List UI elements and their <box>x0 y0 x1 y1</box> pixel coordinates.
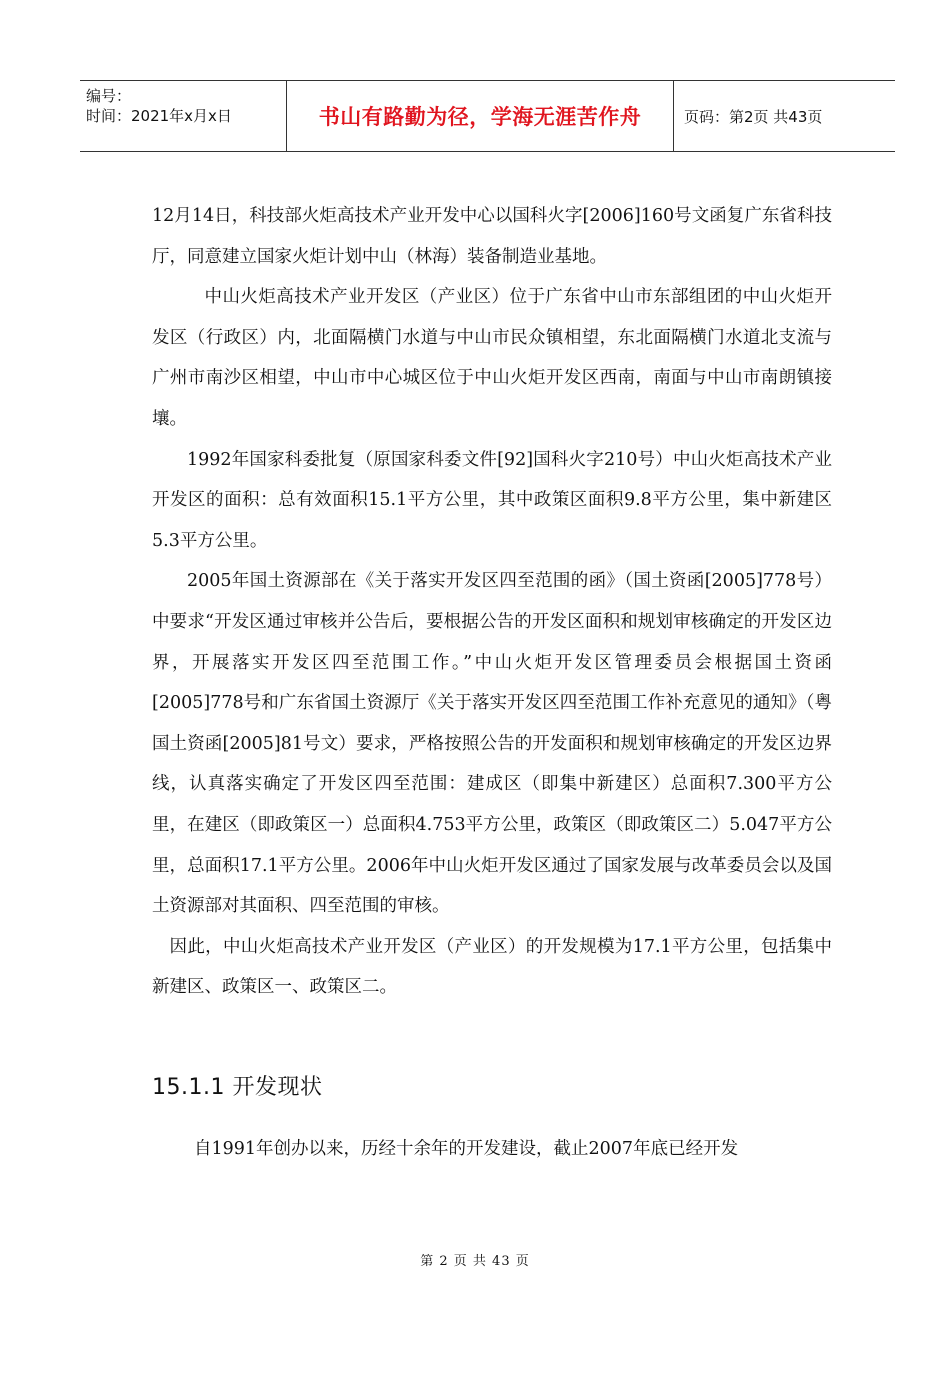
header-page-info: 页码：第2页 共43页 <box>684 107 823 126</box>
document-body <box>152 196 832 1008</box>
paragraph-2: 中山火炬高技术产业开发区（产业区）位于广东省中山市东部组团的中山火炬开发区（行政区）内，北面隔横门水道与中山市民众镇相望，东北面隔横门水道北支流与广州市南沙区相望，中山市中心城区位于中山火炬开发区西南，南面与中山市南朗镇接壤。 <box>152 287 832 429</box>
header-meta-cell <box>80 81 287 151</box>
paragraph-6: 自1991年创办以来，历经十余年的开发建设，截止2007年底已经开发 <box>194 1139 739 1159</box>
page-header <box>80 80 895 152</box>
paragraph-1: 12月14日，科技部火炬高技术产业开发中心以国科火字[2006]160号文函复广东省科技厅，同意建立国家火炬计划中山（林海）装备制造业基地。 <box>152 206 832 267</box>
paragraph-5: 因此，中山火炬高技术产业开发区（产业区）的开发规模为17.1平方公里，包括集中新建区、政策区一、政策区二。 <box>152 936 832 998</box>
paragraph-3: 1992年国家科委批复（原国家科委文件[92]国科火字210号）中山火炬高技术产业开发区的面积：总有效面积15.1平方公里，其中政策区面积9.8平方公里，集中新建区5.3平方公里。 <box>152 449 832 551</box>
section-heading: 15.1.1 开发现状 <box>152 1075 323 1100</box>
document-time-label: 时间：2021年x月x日 <box>86 107 232 125</box>
document-number-label: 编号： <box>86 87 132 105</box>
paragraph-4: 2005年国土资源部在《关于落实开发区四至范围的函》（国土资函[2005]778号）中要求“开发区通过审核并公告后，要根据公告的开发区面积和规划审核确定的开发区边界，开展落实开发区四至范围工作。”中山火炬开发区管理委员会根据国土资函[2005]778号和广东省国土资源厅《关于落实开发区四至范围工作补充意见的通知》（粤国土资函[2005]81号文）要求，严格按照公告的开发面积和规划审核确定的开发区边界线，认真落实确定了开发区四至范围：建成区（即集中新建区）总面积7.300平方公里，在建区（即政策区一）总面积4.753平方公里，政策区（即政策区二）5.047平方公里，总面积17.1平方公里。2006年中山火炬开发区通过了国家发展与改革委员会以及国土资源部对其面积、四至范围的审核。 <box>152 571 832 917</box>
page-footer: 第 2 页 共 43 页 <box>420 1254 530 1269</box>
header-motto: 书山有路勤为径，学海无涯苦作舟 <box>287 81 674 151</box>
